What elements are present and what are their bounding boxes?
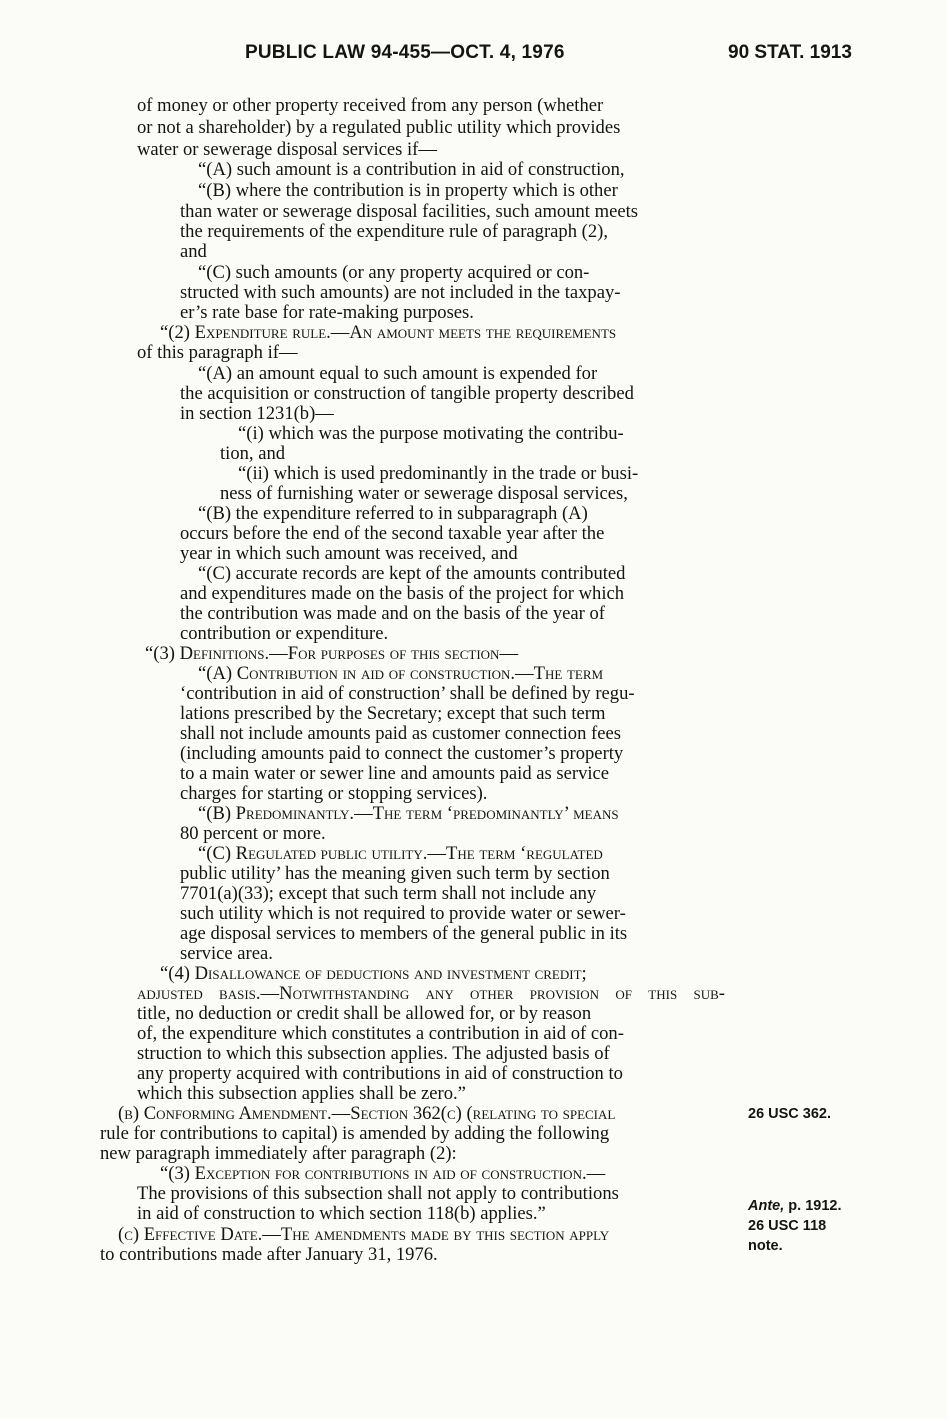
text-line: public utility’ has the meaning given such term by section	[180, 863, 610, 884]
text-line: (including amounts paid to connect the customer’s property	[180, 743, 624, 764]
text-line: occurs before the end of the second taxable year after the	[180, 523, 605, 544]
text-line: year in which such amount was received, and	[180, 543, 518, 564]
text-line: water or sewerage disposal services if—	[137, 139, 437, 160]
text-line: “(3) Definitions.—For purposes of this section—	[145, 643, 519, 664]
text-line: “(B) the expenditure referred to in subparagraph (A)	[198, 503, 588, 524]
text-line: or not a shareholder) by a regulated public utility which provides	[137, 117, 621, 138]
margin-note-26-usc-362: 26 USC 362.	[748, 1106, 832, 1122]
text-line: “(C) Regulated public utility.—The term ‘regulated	[198, 843, 603, 864]
text-line: “(C) such amounts (or any property acquired or con-	[198, 262, 590, 283]
text-line: “(4) Disallowance of deductions and investment credit;	[160, 963, 587, 984]
text-line: rule for contributions to capital) is amended by adding the following	[100, 1123, 610, 1144]
text-line: than water or sewerage disposal facilities, such amount meets	[180, 201, 638, 222]
text-line: er’s rate base for rate-making purposes.	[180, 302, 474, 323]
text-line: to contributions made after January 31, 1976.	[100, 1244, 438, 1265]
text-line: shall not include amounts paid as customer connection fees	[180, 723, 621, 744]
text-line: “(2) Expenditure rule.—An amount meets the requirements	[160, 322, 617, 343]
text-line: new paragraph immediately after paragraph (2):	[100, 1143, 457, 1164]
text-line: ‘contribution in aid of construction’ shall be defined by regu-	[180, 683, 635, 704]
text-line: of this paragraph if—	[137, 342, 298, 363]
text-line: charges for starting or stopping services).	[180, 783, 488, 804]
text-line: “(ii) which is used predominantly in the trade or busi-	[238, 463, 639, 484]
text-line: such utility which is not required to provide water or sewer-	[180, 903, 626, 924]
text-line: which this subsection applies shall be zero.”	[137, 1083, 466, 1104]
text-line: tion, and	[220, 443, 286, 464]
text-line: structed with such amounts) are not included in the taxpay-	[180, 282, 621, 303]
text-line: service area.	[180, 943, 273, 964]
margin-note-26-usc-118: 26 USC 118	[748, 1218, 827, 1234]
text-line: and expenditures made on the basis of the project for which	[180, 583, 625, 604]
text-line: “(C) accurate records are kept of the amounts contributed	[198, 563, 626, 584]
text-line: “(3) Exception for contributions in aid of construction.—	[160, 1163, 606, 1184]
text-line: title, no deduction or credit shall be allowed for, or by reason	[137, 1003, 592, 1024]
page-header-stat: 90 STAT. 1913	[728, 42, 852, 63]
text-line: and	[180, 241, 207, 262]
page-header-title: PUBLIC LAW 94-455—OCT. 4, 1976	[245, 42, 565, 63]
text-line: 80 percent or more.	[180, 823, 326, 844]
text-line: “(B) where the contribution is in property which is other	[198, 180, 618, 201]
text-line: of, the expenditure which constitutes a contribution in aid of con-	[137, 1023, 624, 1044]
text-line: “(i) which was the purpose motivating the contribu-	[238, 423, 624, 444]
text-line: to a main water or sewer line and amounts paid as service	[180, 763, 610, 784]
text-line: struction to which this subsection applies. The adjusted basis of	[137, 1043, 610, 1064]
text-line: the acquisition or construction of tangible property described	[180, 383, 634, 404]
text-line: ness of furnishing water or sewerage disposal services,	[220, 483, 628, 504]
text-line: adjusted basis.—Notwithstanding any other provision of this sub-	[137, 983, 725, 1004]
text-line: The provisions of this subsection shall not apply to contributions	[137, 1183, 619, 1204]
text-line: lations prescribed by the Secretary; except that such term	[180, 703, 606, 724]
text-line: (b) Conforming Amendment.—Section 362(c) (relating to special	[118, 1103, 616, 1124]
text-line: “(A) such amount is a contribution in aid of construction,	[198, 159, 625, 180]
text-line: the requirements of the expenditure rule of paragraph (2),	[180, 221, 608, 242]
text-line: age disposal services to members of the general public in its	[180, 923, 628, 944]
text-line: “(A) Contribution in aid of construction.—The term	[198, 663, 604, 684]
margin-note-ante-label: Ante,	[748, 1198, 785, 1214]
text-line: in aid of construction to which section 118(b) applies.”	[137, 1203, 546, 1224]
text-line: any property acquired with contributions in aid of construction to	[137, 1063, 623, 1084]
text-line: 7701(a)(33); except that such term shall not include any	[180, 883, 597, 904]
margin-note-note: note.	[748, 1238, 783, 1254]
text-line: “(B) Predominantly.—The term ‘predominantly’ means	[198, 803, 619, 824]
margin-note-ante-page: p. 1912.	[788, 1198, 842, 1214]
text-line: in section 1231(b)—	[180, 403, 334, 424]
margin-note-ante	[748, 1198, 841, 1215]
text-line: of money or other property received from any person (whether	[137, 95, 604, 116]
text-line: contribution or expenditure.	[180, 623, 389, 644]
text-line: “(A) an amount equal to such amount is expended for	[198, 363, 598, 384]
text-line: the contribution was made and on the basis of the year of	[180, 603, 605, 624]
text-line: (c) Effective Date.—The amendments made by this section apply	[118, 1224, 610, 1245]
